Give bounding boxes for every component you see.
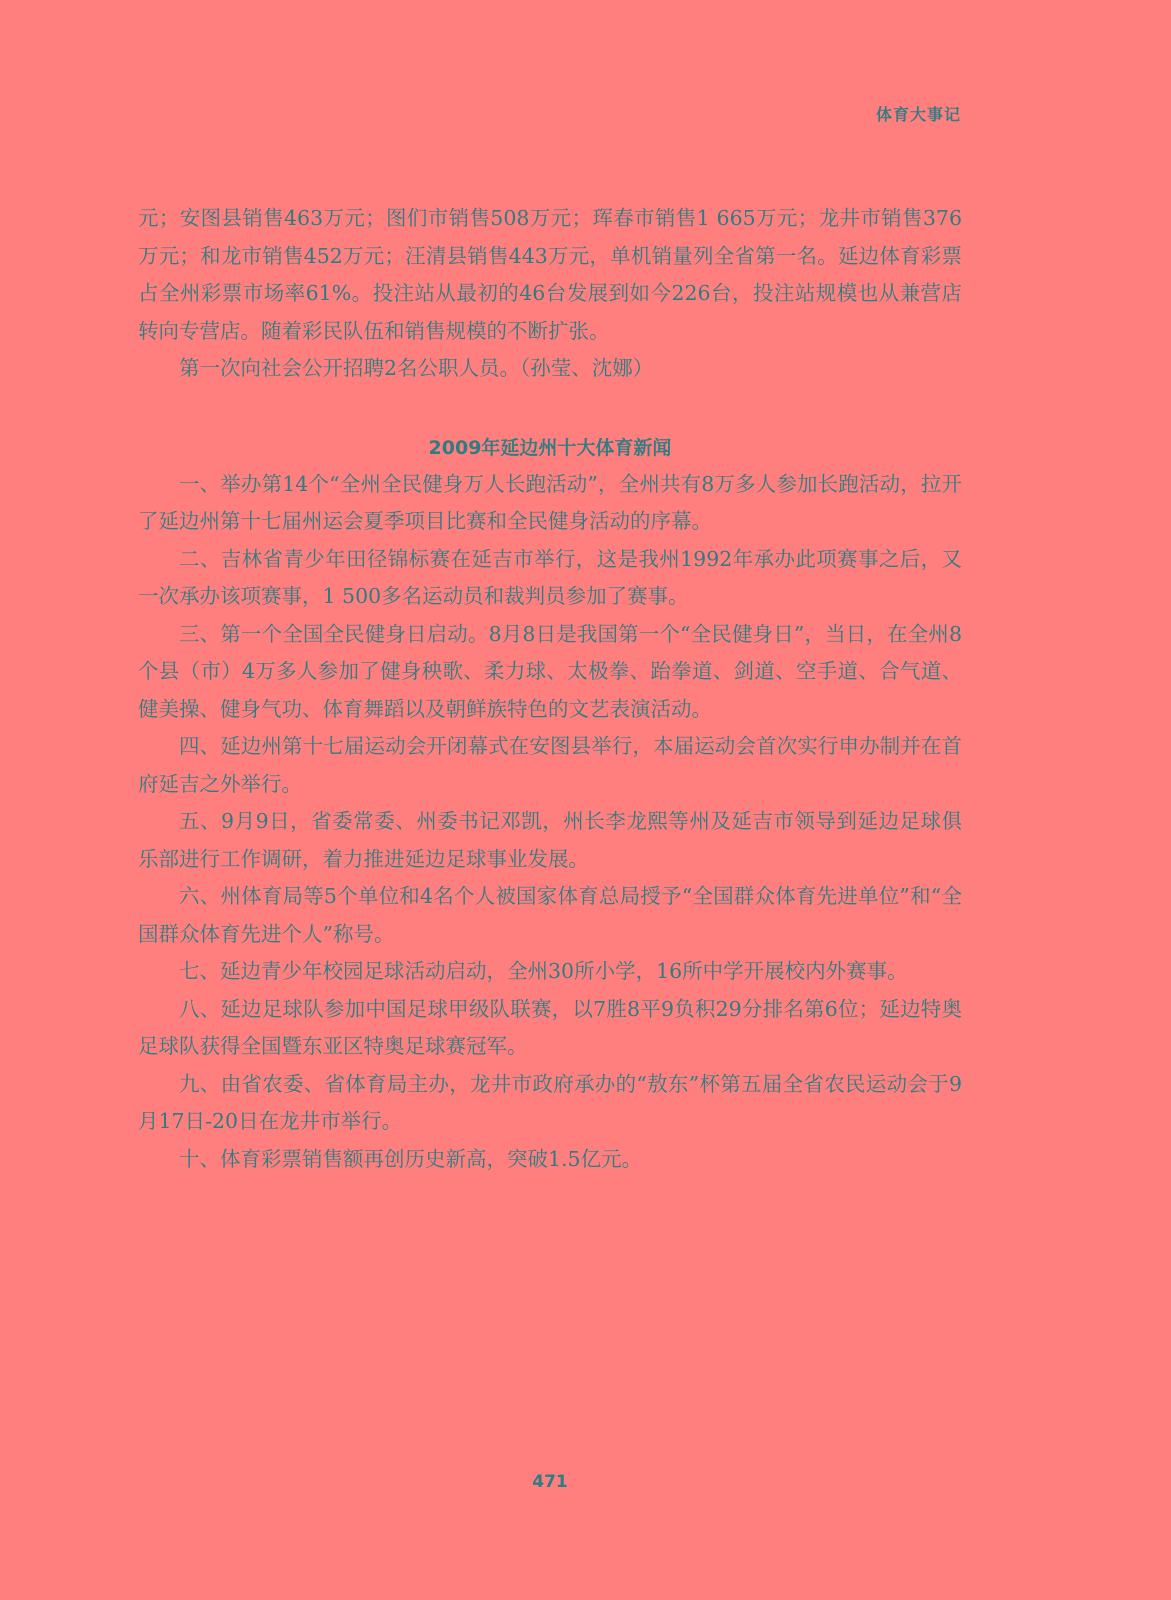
news-item: 五、9月9日，省委常委、州委书记邓凯，州长李龙熙等州及延吉市领导到延边足球俱乐部进行工作调研，着力推进延边足球事业发展。 [138,809,962,871]
running-header: 体育大事记 [875,105,961,124]
continuation-paragraph: 第一次向社会公开招聘2名公职人员。（孙莹、沈娜） [179,356,654,380]
news-item: 二、吉林省青少年田径锦标赛在延吉市举行，这是我州1992年承办此项赛事之后，又一次承办该项赛事，1 500多名运动员和裁判员参加了赛事。 [138,546,962,608]
news-item: 六、州体育局等5个单位和4名个人被国家体育总局授予“全国群众体育先进单位”和“全国群众体育先进个人”称号。 [138,884,962,946]
news-item: 八、延边足球队参加中国足球甲级队联赛，以7胜8平9负积29分排名第6位；延边特奥足球队获得全国暨东亚区特奥足球赛冠军。 [138,996,962,1058]
news-item: 三、第一个全国全民健身日启动。8月8日是我国第一个“全民健身日”，当日，在全州8个县（市）4万多人参加了健身秧歌、柔力球、太极拳、跆拳道、剑道、空手道、合气道、健美操、健身气功、体育舞蹈以及朝鲜族特色的文艺表演活动。 [138,621,962,721]
body-text [138,200,962,1178]
page-number: 471 [532,1472,568,1492]
news-item: 九、由省农委、省体育局主办，龙井市政府承办的“敖东”杯第五届全省农民运动会于9月17日-20日在龙井市举行。 [138,1071,962,1133]
news-item: 七、延边青少年校园足球活动启动，全州30所小学，16所中学开展校内外赛事。 [179,959,908,983]
news-item: 四、延边州第十七届运动会开闭幕式在安图县举行，本届运动会首次实行申办制并在首府延吉之外举行。 [138,734,962,796]
news-item: 十、体育彩票销售额再创历史新高，突破1.5亿元。 [179,1146,643,1171]
continuation-paragraph: 元；安图县销售463万元；图们市销售508万元；珲春市销售1 665万元；龙井市销售376万元；和龙市销售452万元；汪清县销售443万元，单机销量列全省第一名。延边体育彩票占全州彩票市场率61%。投注站从最初的46台发展到如今226台，投注站规模也从兼营店转向专营店。随着彩民队伍和销售规模的不断扩张。 [138,206,962,343]
section-title: 2009年延边州十大体育新闻 [428,436,672,459]
news-item: 一、举办第14个“全州全民健身万人长跑活动”，全州共有8万多人参加长跑活动，拉开了延边州第十七届州运会夏季项目比赛和全民健身活动的序幕。 [138,471,962,533]
